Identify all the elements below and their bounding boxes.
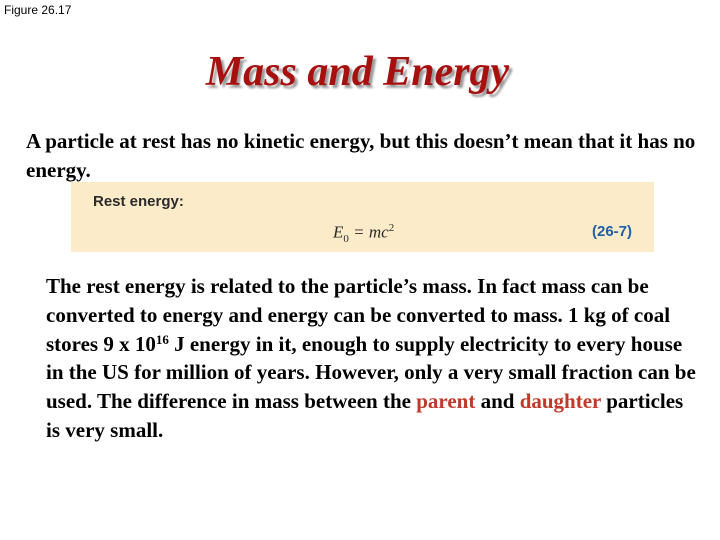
equation-number: (26-7): [592, 223, 633, 240]
equation-equals: =: [348, 222, 369, 242]
parent-highlight: parent: [416, 389, 476, 414]
figure-label: Figure 26.17: [4, 3, 72, 17]
body-text-part-2: J energy in it, enough to supply electricity to every house in the US for million of years. However, only a very small fraction can be used. The difference in mass between the: [46, 331, 696, 414]
slide-title: Mass and Energy: [205, 49, 510, 95]
rest-energy-equation: [333, 222, 394, 245]
equation-lhs-symbol: E: [333, 222, 344, 242]
equation-heading: Rest energy:: [93, 193, 184, 210]
body-connector: and: [475, 389, 520, 414]
body-exponent: 16: [155, 331, 169, 347]
body-paragraph: [46, 272, 696, 445]
equation-lhs-subscript: 0: [343, 233, 349, 246]
equation-rhs-exponent: 2: [388, 222, 395, 234]
body-text-part-1: The rest energy is related to the particle’s mass. In fact mass can be converted to energy and energy can be converted to mass. 1 kg of coal stores 9 x 10: [46, 274, 671, 356]
intro-text: A particle at rest has no kinetic energy, but this doesn’t mean that it has no energy.: [26, 129, 696, 182]
equation-rhs-base: mc: [368, 222, 389, 242]
daughter-highlight: daughter: [519, 389, 601, 414]
body-text-ending: particles is very small.: [46, 389, 684, 442]
equation-box: [71, 182, 654, 252]
